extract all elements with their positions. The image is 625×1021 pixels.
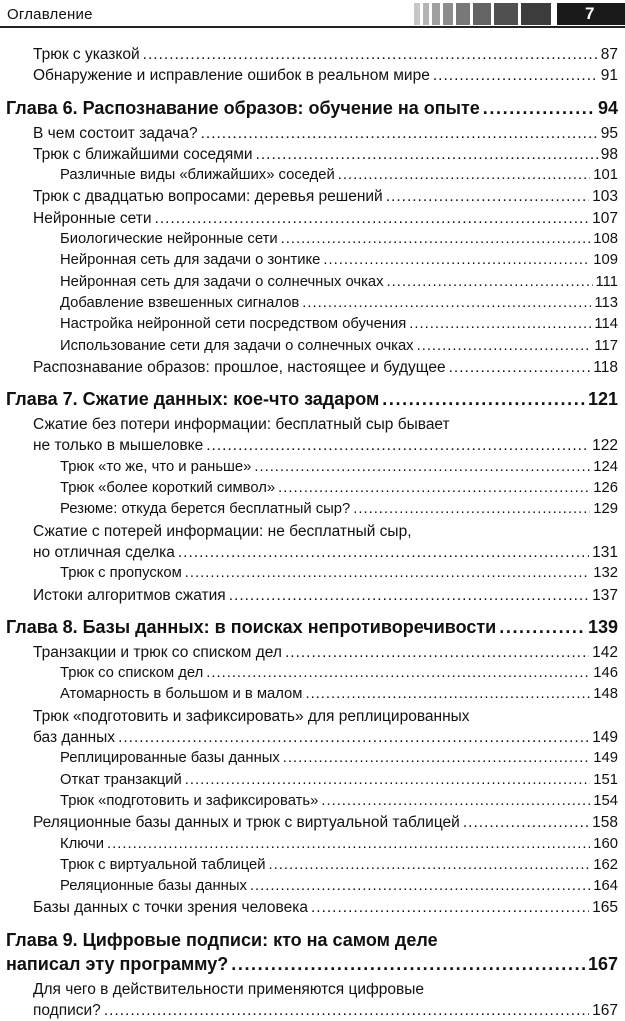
toc-entry-page: 111 — [595, 273, 618, 290]
toc-subentry[interactable] — [0, 499, 618, 520]
toc-entry-page: 95 — [600, 124, 618, 142]
dot-leader — [185, 770, 591, 791]
toc-entry-page: 165 — [592, 899, 618, 917]
toc-entry[interactable] — [0, 585, 618, 606]
dot-leader — [143, 44, 598, 65]
toc-chapter-first-line[interactable]: Глава 9. Цифровые подписи: кто на самом деле — [6, 929, 438, 950]
toc-subentry[interactable] — [0, 876, 618, 897]
toc-entry-title: Трюк с виртуальной таблицей — [60, 856, 266, 873]
toc-entry-page: 114 — [594, 316, 618, 333]
toc-entry-page: 164 — [593, 878, 618, 895]
toc-entry-title: Транзакции и трюк со списком дел — [33, 643, 282, 661]
toc-chapter-page: 94 — [597, 97, 618, 118]
dot-leader — [254, 457, 590, 478]
dot-leader — [321, 791, 590, 812]
toc-entry-title: Атомарность в большом и в малом — [60, 686, 303, 703]
dot-leader — [256, 144, 598, 165]
toc-chapter-title: Глава 6. Распознавание образов: обучение на опыте — [6, 97, 480, 118]
toc-entry-title: Трюк с ближайшими соседями — [33, 145, 253, 163]
toc-entry-page: 109 — [593, 252, 618, 269]
header-stripe — [521, 3, 551, 25]
toc-entry[interactable] — [0, 186, 618, 207]
toc-entry-title: Реляционные базы данных и трюк с виртуальной таблицей — [33, 814, 460, 832]
toc-entry-title: Реляционные базы данных — [60, 878, 247, 895]
toc-chapter[interactable] — [0, 952, 618, 976]
header-rule — [0, 26, 625, 28]
toc-subentry[interactable] — [0, 834, 618, 855]
toc-entry-page: 98 — [600, 145, 618, 163]
dot-leader — [281, 229, 591, 250]
toc-entry-title: Нейронная сеть для задачи о солнечных очках — [60, 273, 384, 290]
toc-entry-title: Трюк «то же, что и раньше» — [60, 458, 252, 475]
toc-entry-page: 113 — [594, 294, 618, 311]
dot-leader — [206, 663, 590, 684]
toc-entry-page: 87 — [600, 46, 618, 63]
toc-entry-page: 108 — [593, 231, 618, 248]
dot-leader — [305, 684, 590, 705]
running-header — [0, 0, 625, 30]
toc-chapter[interactable] — [0, 387, 618, 411]
toc-chapter-title: Глава 8. Базы данных: в поисках непротиворечивости — [6, 616, 497, 637]
dot-leader — [250, 876, 590, 897]
toc-entry-title: Резюме: откуда берется бесплатный сыр? — [60, 501, 351, 518]
toc-entry-page: 142 — [592, 643, 618, 661]
header-stripes-decoration — [414, 3, 554, 25]
toc-entry-first-line[interactable]: Для чего в действительности применяются цифровые — [33, 980, 425, 998]
toc-entry-page: 149 — [592, 729, 618, 747]
toc-chapter-page: 121 — [587, 389, 618, 410]
header-stripe — [443, 3, 453, 25]
dot-leader — [278, 478, 590, 499]
toc-entry-page: 107 — [592, 209, 618, 227]
toc-subentry[interactable] — [0, 229, 618, 250]
toc-entry-page: 160 — [593, 835, 618, 852]
toc-entry[interactable] — [0, 208, 618, 229]
dot-leader — [104, 1000, 589, 1021]
toc-entry-page: 154 — [593, 792, 618, 809]
dot-leader — [323, 250, 590, 271]
toc-entry-title: подписи? — [33, 1001, 101, 1019]
toc-subentry[interactable] — [0, 855, 618, 876]
dot-leader — [118, 727, 589, 748]
toc-entry-page: 103 — [592, 188, 618, 206]
toc-chapter-page: 139 — [587, 616, 618, 637]
table-of-contents — [0, 44, 625, 1021]
toc-chapter-title: написал эту программу? — [6, 953, 229, 974]
toc-entry[interactable] — [0, 435, 618, 456]
toc-entry-title: Истоки алгоритмов сжатия — [33, 586, 226, 604]
toc-entry-page: 132 — [593, 565, 618, 582]
dot-leader — [382, 387, 585, 411]
header-stripe — [432, 3, 440, 25]
header-stripe — [423, 3, 429, 25]
dot-leader — [283, 748, 591, 769]
toc-entry-title: Откат транзакций — [60, 771, 182, 788]
dot-leader — [201, 123, 598, 144]
toc-entry-first-line[interactable]: Сжатие с потерей информации: не бесплатный сыр, — [33, 522, 412, 540]
toc-entry[interactable] — [0, 812, 618, 833]
dot-leader — [178, 542, 589, 563]
toc-subentry[interactable] — [0, 336, 618, 357]
toc-entry-page: 149 — [593, 750, 618, 767]
running-header-title: Оглавление — [7, 6, 93, 23]
dot-leader — [417, 336, 592, 357]
dot-leader — [499, 615, 585, 639]
toc-entry-page: 91 — [600, 67, 618, 85]
toc-chapter-page: 167 — [587, 953, 618, 974]
toc-entry-page: 118 — [593, 358, 618, 376]
dot-leader — [155, 208, 590, 229]
toc-subentry[interactable] — [0, 770, 618, 791]
toc-entry-page: 137 — [592, 586, 618, 604]
page-number: 7 — [585, 4, 595, 23]
toc-subentry[interactable] — [0, 293, 618, 314]
toc-entry-title: Нейронные сети — [33, 209, 152, 227]
toc-entry-title: Настройка нейронной сети посредством обучения — [60, 316, 407, 333]
dot-leader — [107, 834, 590, 855]
toc-entry-title: но отличная сделка — [33, 543, 175, 561]
dot-leader — [302, 293, 591, 314]
toc-entry-title: Трюк с пропуском — [60, 565, 182, 582]
dot-leader — [185, 563, 591, 584]
toc-subentry[interactable] — [0, 791, 618, 812]
toc-entry-title: Трюк с двадцатью вопросами: деревья решений — [33, 188, 383, 206]
dot-leader — [463, 812, 589, 833]
toc-entry-page: 148 — [593, 686, 618, 703]
toc-entry[interactable] — [0, 123, 618, 144]
toc-entry-page: 124 — [593, 458, 618, 475]
toc-entry-page: 167 — [592, 1001, 618, 1019]
dot-leader — [338, 165, 591, 186]
toc-subentry[interactable] — [0, 250, 618, 271]
toc-entry-page: 162 — [593, 856, 618, 873]
toc-entry-title: Реплицированные базы данных — [60, 750, 280, 767]
toc-entry-page: 158 — [592, 814, 618, 832]
toc-entry-first-line[interactable]: Трюк «подготовить и зафиксировать» для реплицированных — [33, 707, 470, 725]
header-stripe — [494, 3, 518, 25]
header-stripe — [414, 3, 420, 25]
toc-subentry[interactable] — [0, 165, 618, 186]
toc-entry-page: 117 — [594, 337, 618, 354]
toc-entry-title: Трюк «более короткий символ» — [60, 480, 276, 497]
toc-entry-title: Добавление взвешенных сигналов — [60, 294, 300, 311]
toc-entry-title: баз данных — [33, 729, 116, 747]
toc-entry-page: 151 — [593, 771, 618, 788]
toc-entry[interactable] — [0, 642, 618, 663]
toc-chapter[interactable] — [0, 615, 618, 639]
dot-leader — [285, 642, 589, 663]
dot-leader — [409, 314, 591, 335]
toc-entry-title: Ключи — [60, 835, 105, 852]
toc-entry-title: Различные виды «ближайших» соседей — [60, 167, 335, 184]
toc-entry-title: Трюк «подготовить и зафиксировать» — [60, 792, 319, 809]
dot-leader — [206, 435, 589, 456]
toc-subentry[interactable] — [0, 684, 618, 705]
dot-leader — [433, 65, 598, 86]
toc-subentry[interactable] — [0, 563, 618, 584]
toc-entry-page: 146 — [593, 665, 618, 682]
dot-leader — [231, 952, 585, 976]
dot-leader — [386, 186, 589, 207]
toc-subentry[interactable] — [0, 748, 618, 769]
toc-entry-page: 122 — [592, 437, 618, 455]
dot-leader — [311, 897, 589, 918]
toc-entry-page: 129 — [593, 501, 618, 518]
dot-leader — [387, 272, 593, 293]
page-number-box — [557, 3, 625, 25]
toc-entry-title: Трюк со списком дел — [60, 665, 204, 682]
dot-leader — [229, 585, 589, 606]
toc-entry[interactable] — [0, 44, 618, 65]
toc-entry-title: Использование сети для задачи о солнечных очках — [60, 337, 414, 354]
toc-entry[interactable] — [0, 357, 618, 378]
toc-entry-title: Нейронная сеть для задачи о зонтике — [60, 252, 321, 269]
toc-entry[interactable] — [0, 897, 618, 918]
dot-leader — [449, 357, 591, 378]
toc-entry-page: 101 — [593, 167, 618, 184]
toc-entry[interactable] — [0, 65, 618, 86]
toc-entry-title: Обнаружение и исправление ошибок в реальном мире — [33, 67, 430, 85]
toc-entry-title: Трюк с указкой — [33, 46, 140, 63]
toc-entry[interactable] — [0, 727, 618, 748]
toc-entry[interactable] — [0, 144, 618, 165]
toc-entry-title: Распознавание образов: прошлое, настоящее и будущее — [33, 358, 446, 376]
toc-subentry[interactable] — [0, 314, 618, 335]
toc-entry-title: Биологические нейронные сети — [60, 231, 278, 248]
toc-subentry[interactable] — [0, 663, 618, 684]
dot-leader — [353, 499, 590, 520]
toc-chapter-title: Глава 7. Сжатие данных: кое-что задаром — [6, 389, 380, 410]
toc-entry-page: 126 — [593, 480, 618, 497]
dot-leader — [269, 855, 591, 876]
header-stripe — [456, 3, 470, 25]
toc-entry-title: Базы данных с точки зрения человека — [33, 899, 308, 917]
toc-entry-title: не только в мышеловке — [33, 437, 204, 455]
toc-entry[interactable] — [0, 1000, 618, 1021]
toc-subentry[interactable] — [0, 272, 618, 293]
toc-entry-first-line[interactable]: Сжатие без потери информации: бесплатный сыр бывает — [33, 416, 450, 434]
header-stripe — [473, 3, 491, 25]
dot-leader — [483, 96, 595, 120]
toc-chapter[interactable] — [0, 96, 618, 120]
toc-subentry[interactable] — [0, 457, 618, 478]
toc-subentry[interactable] — [0, 478, 618, 499]
toc-entry-title: В чем состоит задача? — [33, 124, 198, 142]
toc-entry-page: 131 — [592, 543, 618, 561]
toc-entry[interactable] — [0, 542, 618, 563]
